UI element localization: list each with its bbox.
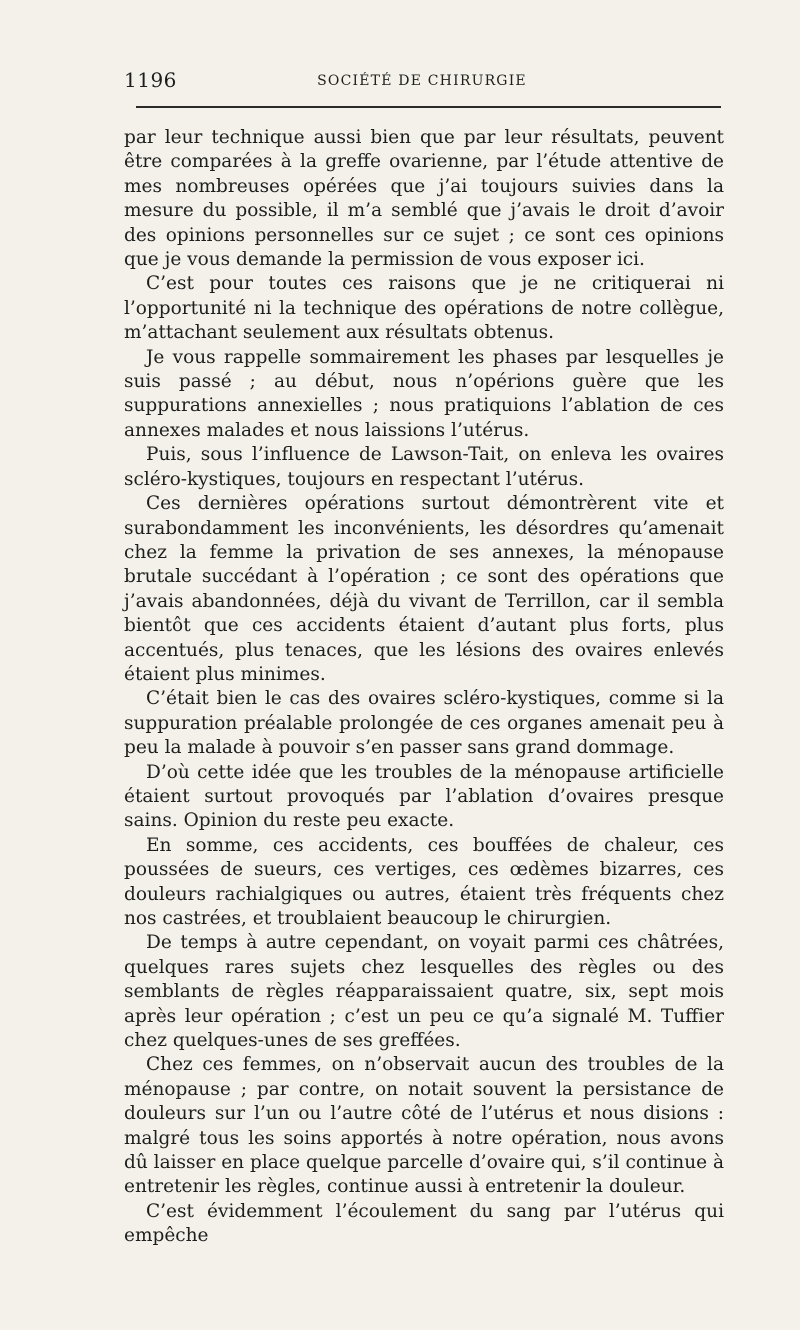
- paragraph: Chez ces femmes, on n’observait aucun des troubles de la ménopause ; par contre, on notait souvent la persistance de douleurs sur l’un ou l’autre côté de l’utérus et nous disions : malgré tous les soins apportés à notre opération, nous avons dû laisser en place quelque parcelle d’ovaire qui, s’il continue à entretenir les règles, continue aussi à entretenir la douleur.: [124, 1054, 724, 1198]
- paragraph: C’est évidemment l’écoulement du sang par l’utérus qui empêche: [124, 1200, 724, 1247]
- paragraph: En somme, ces accidents, ces bouffées de chaleur, ces poussées de sueurs, ces vertiges, ces œdèmes bizarres, ces douleurs rachialgiques ou autres, étaient très fréquents chez nos castrées, et troublaient beaucoup le chirurgien.: [124, 834, 724, 929]
- body-text: [124, 126, 724, 1249]
- page-header: [124, 68, 720, 100]
- paragraph: De temps à autre cependant, on voyait parmi ces châtrées, quelques rares sujets chez lesquelles des règles ou des semblants de règles réapparaissaient quatre, six, sept mois après leur opération ; c’est un peu ce qu’a signalé M. Tuffier chez quelques-unes de ses greffées.: [124, 932, 724, 1052]
- paragraph: C’est pour toutes ces raisons que je ne critiquerai ni l’opportunité ni la technique des opérations de notre collègue, m’attachant seulement aux résultats obtenus.: [124, 273, 724, 344]
- paragraph: Je vous rappelle sommairement les phases par lesquelles je suis passé ; au début, nous n’opérions guère que les suppurations annexielles ; nous pratiquions l’ablation de ces annexes malades et nous laissions l’utérus.: [124, 346, 724, 441]
- page-number: 1196: [124, 68, 177, 92]
- paragraph-continuation: par leur technique aussi bien que par leur résultats, peuvent être comparées à la greffe ovarienne, par l’étude attentive de mes nombreuses opérées que j’ai toujours suivies dans la mesure du possible, il m’a semblé que j’avais le droit d’avoir des opinions personnelles sur ce sujet ; ce sont ces opinions que je vous demande la permission de vous exposer ici.: [124, 127, 724, 271]
- header-rule: [136, 106, 721, 108]
- paragraph: Ces dernières opérations surtout démontrèrent vite et surabondamment les inconvénients, les désordres qu’amenait chez la femme la privation de ses annexes, la ménopause brutale succédant à l’opération ; ce sont des opérations que j’avais abandonnées, déjà du vivant de Terrillon, car il sembla bientôt que ces accidents étaient d’autant plus forts, plus accentués, plus tenaces, que les lésions des ovaires enlevés étaient plus minimes.: [124, 493, 724, 685]
- paragraph: Puis, sous l’influence de Lawson-Tait, on enleva les ovaires scléro-kystiques, toujours en respectant l’utérus.: [124, 444, 724, 490]
- paragraph: C’était bien le cas des ovaires scléro-kystiques, comme si la suppuration préalable prolongée de ces organes amenait peu à peu la malade à pouvoir s’en passer sans grand dommage.: [124, 688, 724, 759]
- paragraph: D’où cette idée que les troubles de la ménopause artificielle étaient surtout provoqués par l’ablation d’ovaires presque sains. Opinion du reste peu exacte.: [124, 761, 724, 832]
- running-title: SOCIÉTÉ DE CHIRURGIE: [317, 73, 527, 89]
